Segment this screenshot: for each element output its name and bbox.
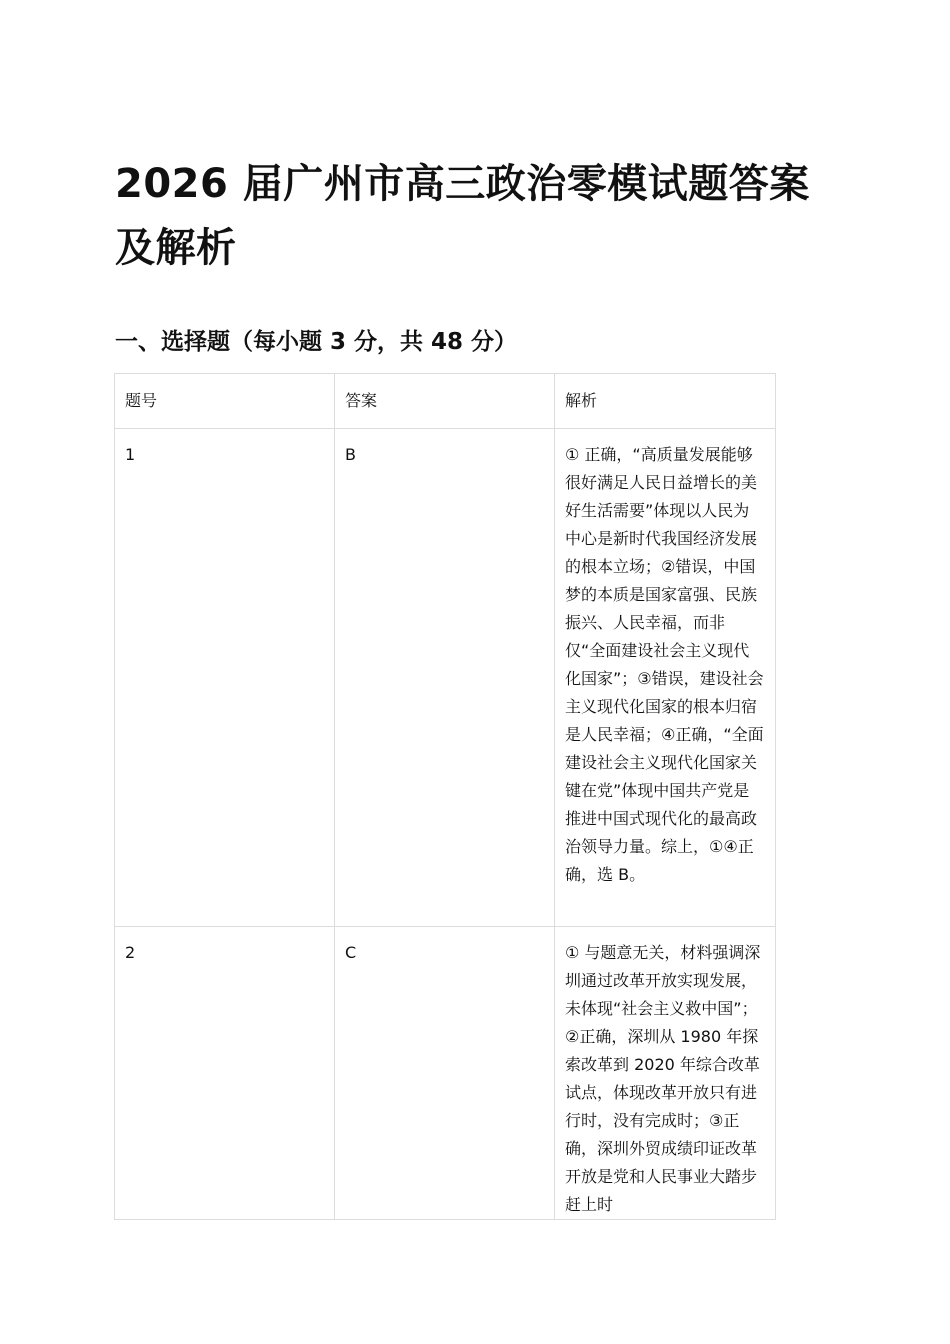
question-analysis: ① 与题意无关，材料强调深圳通过改革开放实现发展，未体现“社会主义救中国”；②正确，深圳从 1980 年探索改革到 2020 年综合改革试点，体现改革开放只有进行时，没有完成时；③正确，深圳外贸成绩印证改革开放是党和人民事业大踏步赶上时 bbox=[555, 927, 776, 1220]
header-answer: 答案 bbox=[335, 374, 555, 429]
answer-table bbox=[114, 373, 776, 1220]
header-analysis: 解析 bbox=[555, 374, 776, 429]
table-row bbox=[115, 429, 776, 927]
question-number: 2 bbox=[115, 927, 335, 1220]
page-title: 2026 届广州市高三政治零模试题答案及解析 bbox=[115, 161, 810, 271]
table-header-row bbox=[115, 374, 776, 429]
section-heading: 一、选择题（每小题 3 分，共 48 分） bbox=[115, 329, 518, 355]
header-number: 题号 bbox=[115, 374, 335, 429]
question-answer: C bbox=[335, 927, 555, 1220]
question-answer: B bbox=[335, 429, 555, 927]
question-analysis: ① 正确，“高质量发展能够很好满足人民日益增长的美好生活需要”体现以人民为中心是新时代我国经济发展的根本立场；②错误，中国梦的本质是国家富强、民族振兴、人民幸福，而非仅“全面建设社会主义现代化国家”；③错误，建设社会主义现代化国家的根本归宿是人民幸福；④正确，“全面建设社会主义现代化国家关键在党”体现中国共产党是推进中国式现代化的最高政治领导力量。综上，①④正确，选 B。 bbox=[555, 429, 776, 927]
table-row bbox=[115, 927, 776, 1220]
question-number: 1 bbox=[115, 429, 335, 927]
